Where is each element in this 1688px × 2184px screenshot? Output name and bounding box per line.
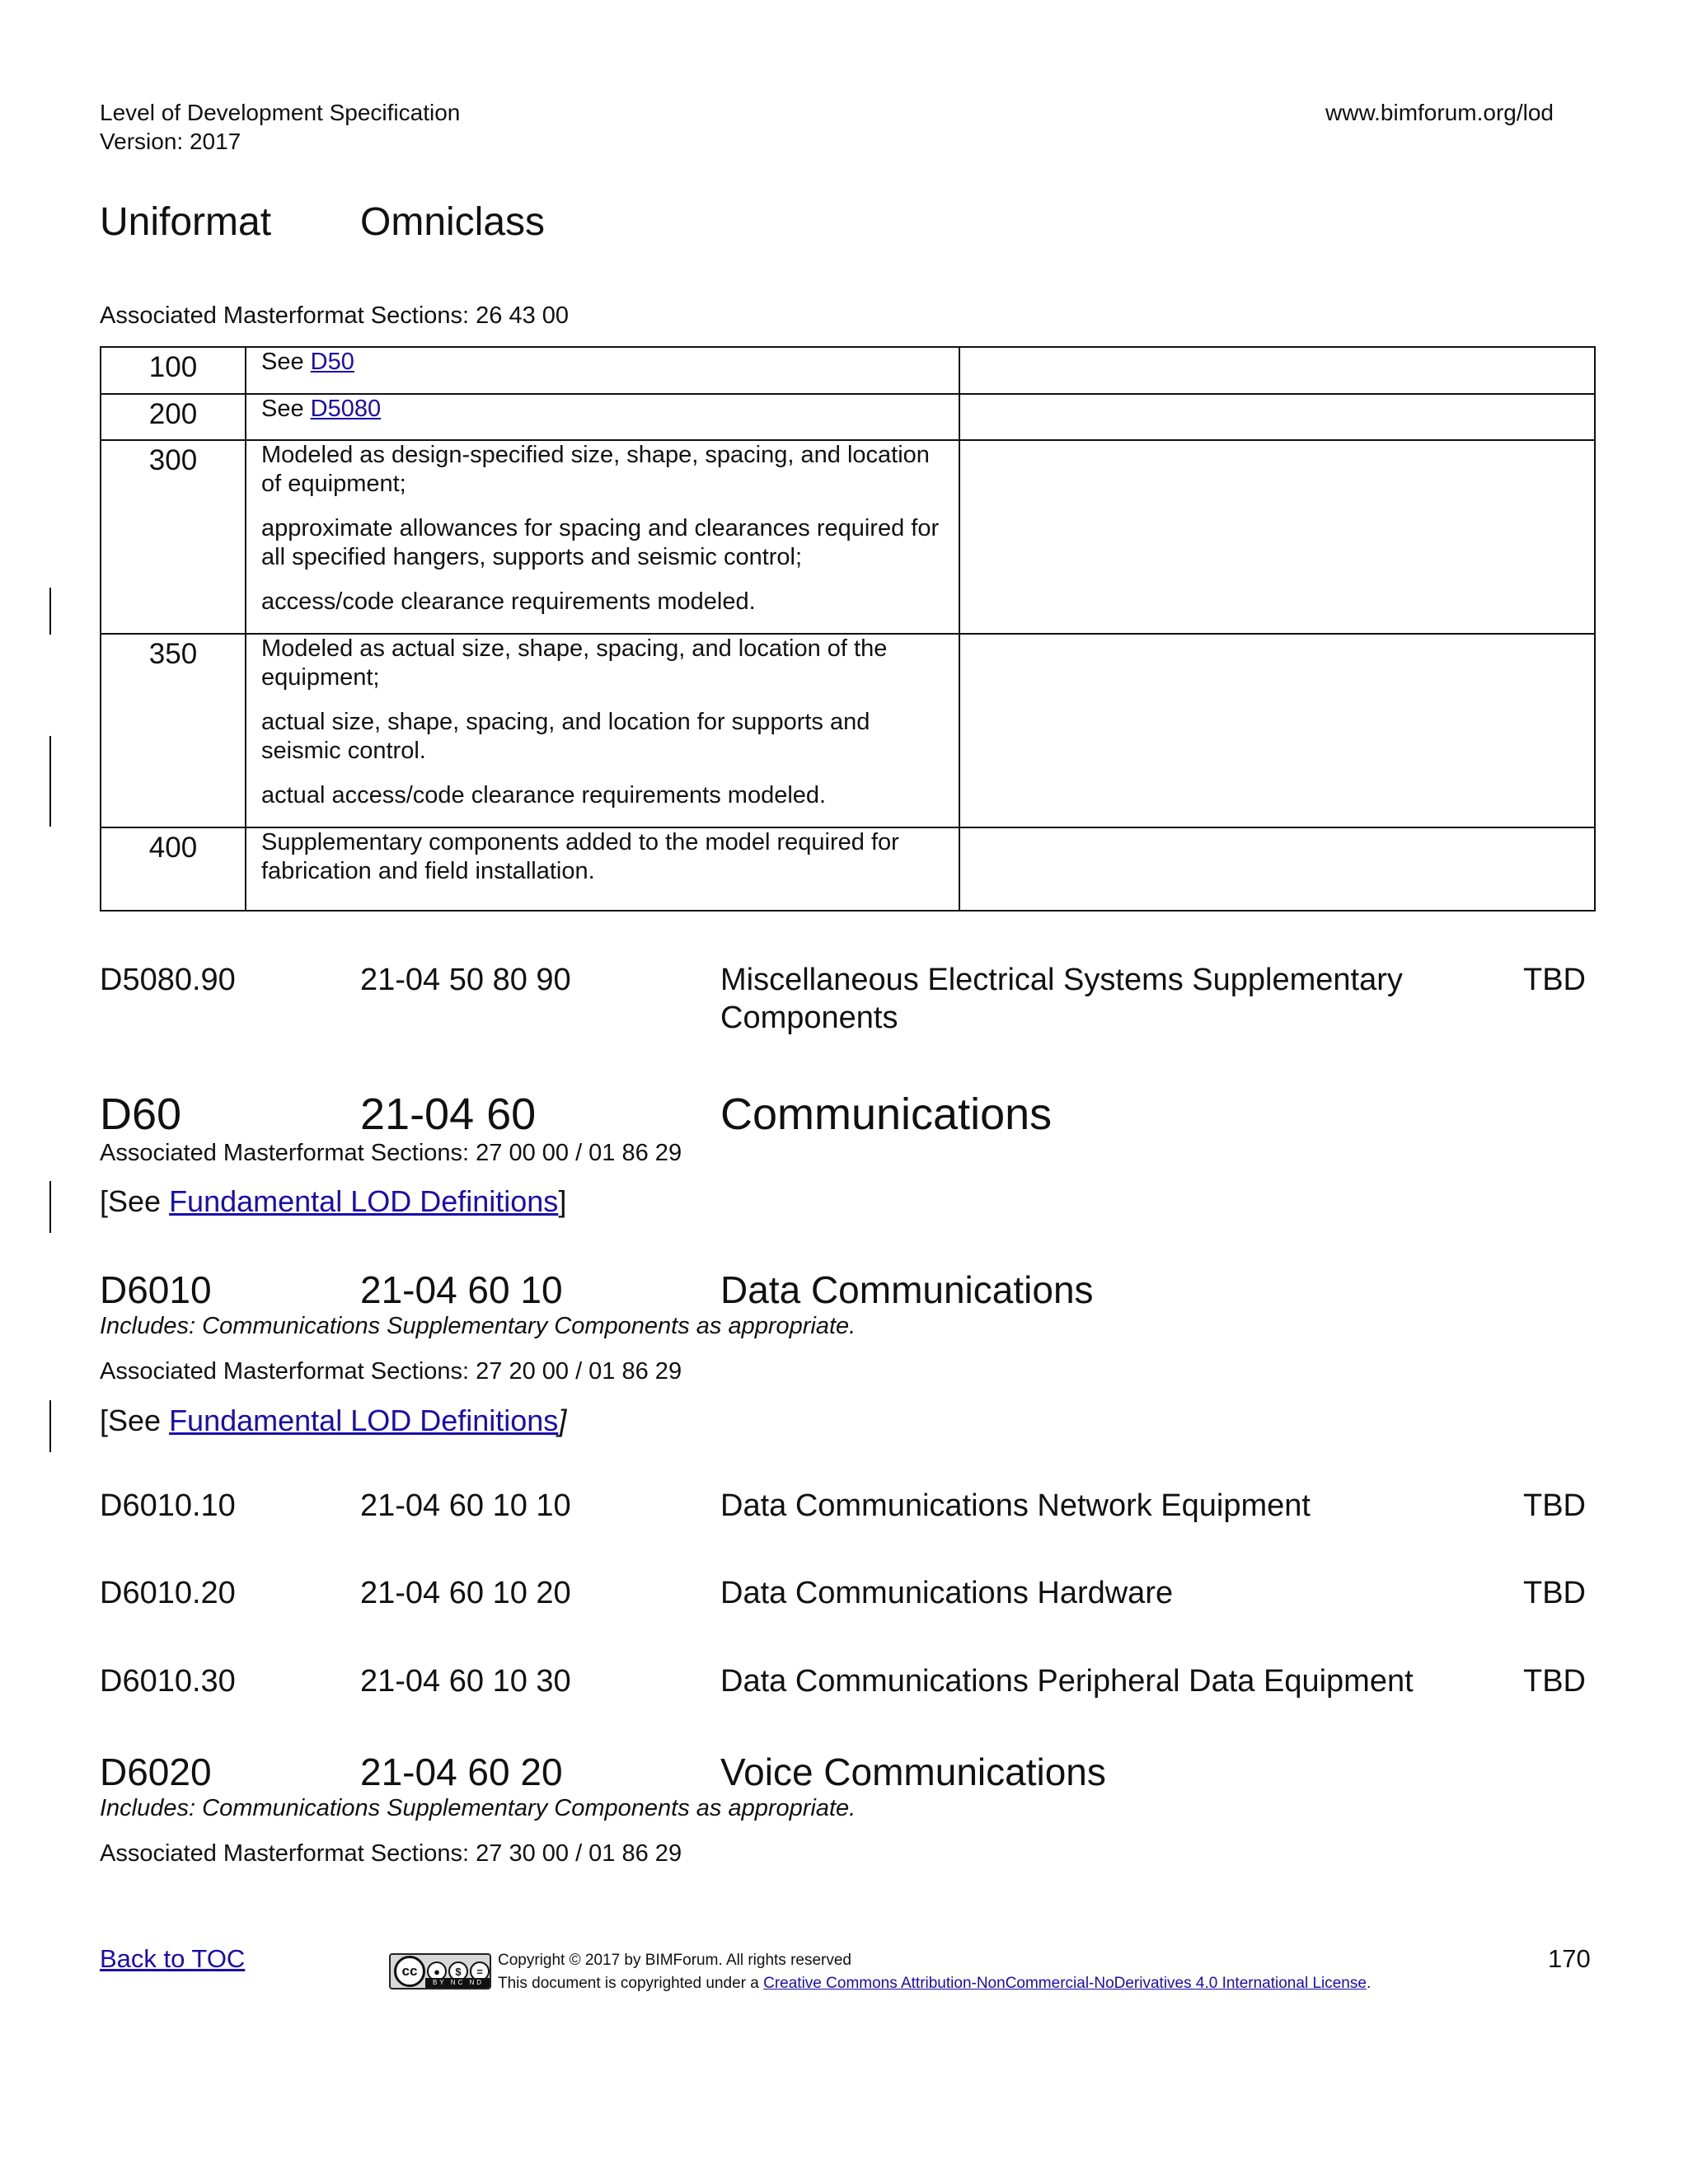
see-reference <box>100 1183 566 1220</box>
change-bar <box>49 588 51 635</box>
doc-title: Level of Development Specification <box>100 100 461 125</box>
lod-level: 350 <box>101 634 246 827</box>
license-link[interactable]: Creative Commons Attribution-NonCommercial-NoDerivatives 4.0 International License <box>763 1975 1367 1992</box>
lod-text: Modeled as design-specified size, shape, spacing, and location of equipment; <box>261 442 930 497</box>
link-d50[interactable]: D50 <box>310 349 354 375</box>
associated-sections: Associated Masterformat Sections: 27 20 00 / 01 86 29 <box>100 1358 682 1385</box>
page-number: 170 <box>1548 1944 1591 1973</box>
see-reference <box>100 1403 566 1439</box>
section-title: Data Communications <box>720 1268 1094 1311</box>
item-status: TBD <box>1523 963 1586 997</box>
table-row <box>101 394 1595 440</box>
associated-sections: Associated Masterformat Sections: 27 30 00 / 01 86 29 <box>100 1840 682 1867</box>
heading-uniformat: Uniformat <box>100 200 272 244</box>
see-suffix: ] <box>558 1404 567 1437</box>
lod-text: access/code clearance requirements modeled. <box>261 588 756 615</box>
see-suffix: ] <box>558 1184 567 1218</box>
section-omniclass: 21-04 60 20 <box>360 1750 563 1793</box>
section-omniclass: 21-04 60 <box>360 1090 537 1139</box>
section-title: Communications <box>720 1090 1053 1139</box>
link-fundamental-lod[interactable]: Fundamental LOD Definitions <box>169 1404 559 1437</box>
lod-description <box>246 634 959 827</box>
noncommercial-icon: $ <box>448 1961 468 1981</box>
item-title: Miscellaneous Electrical Systems Supplementary <box>720 963 1403 997</box>
change-bar <box>49 1400 51 1452</box>
lod-level: 300 <box>101 440 246 634</box>
license-suffix: . <box>1366 1975 1372 1992</box>
section-omniclass: 21-04 60 10 <box>360 1268 563 1311</box>
lod-text: Supplementary components added to the model required for fabrication and field installation. <box>261 829 899 884</box>
lod-level: 400 <box>101 827 246 911</box>
item-code: D6010.30 <box>100 1664 236 1699</box>
lod-description <box>246 394 959 440</box>
cc-logo-icon: cc <box>394 1956 425 1987</box>
lod-notes-cell <box>959 394 1595 440</box>
lod-description <box>246 347 959 394</box>
lod-text: actual size, shape, spacing, and location for supports and seismic control. <box>261 709 870 764</box>
item-omniclass: 21-04 50 80 90 <box>360 963 571 997</box>
item-status: TBD <box>1523 1576 1586 1610</box>
lod-description <box>246 827 959 911</box>
by-icon: ● <box>427 1961 447 1981</box>
link-d5080[interactable]: D5080 <box>310 396 382 422</box>
table-row <box>101 347 1595 394</box>
see-prefix: See <box>261 349 311 375</box>
item-status: TBD <box>1523 1664 1586 1699</box>
back-to-toc-link[interactable]: Back to TOC <box>100 1944 246 1973</box>
change-bar <box>49 736 51 827</box>
associated-sections-top: Associated Masterformat Sections: 26 43 00 <box>100 302 570 329</box>
lod-table <box>100 346 1596 912</box>
lod-text: actual access/code clearance requirements modeled. <box>261 782 827 808</box>
item-title: Data Communications Peripheral Data Equipment <box>720 1664 1414 1699</box>
lod-notes-cell <box>959 634 1595 827</box>
change-bar <box>49 1181 51 1233</box>
header-url[interactable]: www.bimforum.org/lod <box>1325 100 1554 125</box>
table-row <box>101 827 1595 911</box>
license-text <box>498 1973 1371 1994</box>
lod-level: 100 <box>101 347 246 394</box>
section-code: D60 <box>100 1090 182 1139</box>
link-fundamental-lod[interactable]: Fundamental LOD Definitions <box>169 1184 559 1218</box>
includes-note: Includes: Communications Supplementary Components as appropriate. <box>100 1795 856 1821</box>
table-row <box>101 440 1595 634</box>
copyright-text: Copyright © 2017 by BIMForum. All rights reserved <box>498 1952 852 1969</box>
item-title-cont: Components <box>720 1001 898 1035</box>
lod-notes-cell <box>959 347 1595 394</box>
noderivatives-icon: = <box>470 1961 490 1981</box>
lod-text: approximate allowances for spacing and clearances required for all specified hangers, supports and seismic control; <box>261 515 940 570</box>
item-title: Data Communications Hardware <box>720 1576 1174 1610</box>
license-prefix: This document is copyrighted under a <box>498 1975 764 1992</box>
cc-strip: BY NC ND <box>425 1978 491 1988</box>
lod-notes-cell <box>959 827 1595 911</box>
section-title: Voice Communications <box>720 1750 1106 1793</box>
item-code: D6010.10 <box>100 1488 236 1523</box>
table-row <box>101 634 1595 827</box>
lod-description <box>246 440 959 634</box>
item-omniclass: 21-04 60 10 30 <box>360 1664 571 1699</box>
section-code: D6020 <box>100 1750 212 1793</box>
see-prefix: See <box>261 396 311 422</box>
heading-omniclass: Omniclass <box>360 200 546 244</box>
doc-version: Version: 2017 <box>100 129 241 154</box>
see-prefix: [See <box>100 1184 170 1218</box>
section-code: D6010 <box>100 1268 212 1311</box>
associated-sections: Associated Masterformat Sections: 27 00 00 / 01 86 29 <box>100 1140 682 1166</box>
item-code: D5080.90 <box>100 963 236 997</box>
includes-note: Includes: Communications Supplementary Components as appropriate. <box>100 1313 856 1339</box>
item-status: TBD <box>1523 1488 1586 1523</box>
creative-commons-icon[interactable] <box>389 1953 491 1990</box>
item-omniclass: 21-04 60 10 20 <box>360 1576 571 1610</box>
item-code: D6010.20 <box>100 1576 236 1610</box>
see-prefix: [See <box>100 1404 170 1437</box>
item-omniclass: 21-04 60 10 10 <box>360 1488 571 1523</box>
lod-level: 200 <box>101 394 246 440</box>
item-title: Data Communications Network Equipment <box>720 1488 1311 1523</box>
lod-text: Modeled as actual size, shape, spacing, and location of the equipment; <box>261 635 888 691</box>
lod-notes-cell <box>959 440 1595 634</box>
